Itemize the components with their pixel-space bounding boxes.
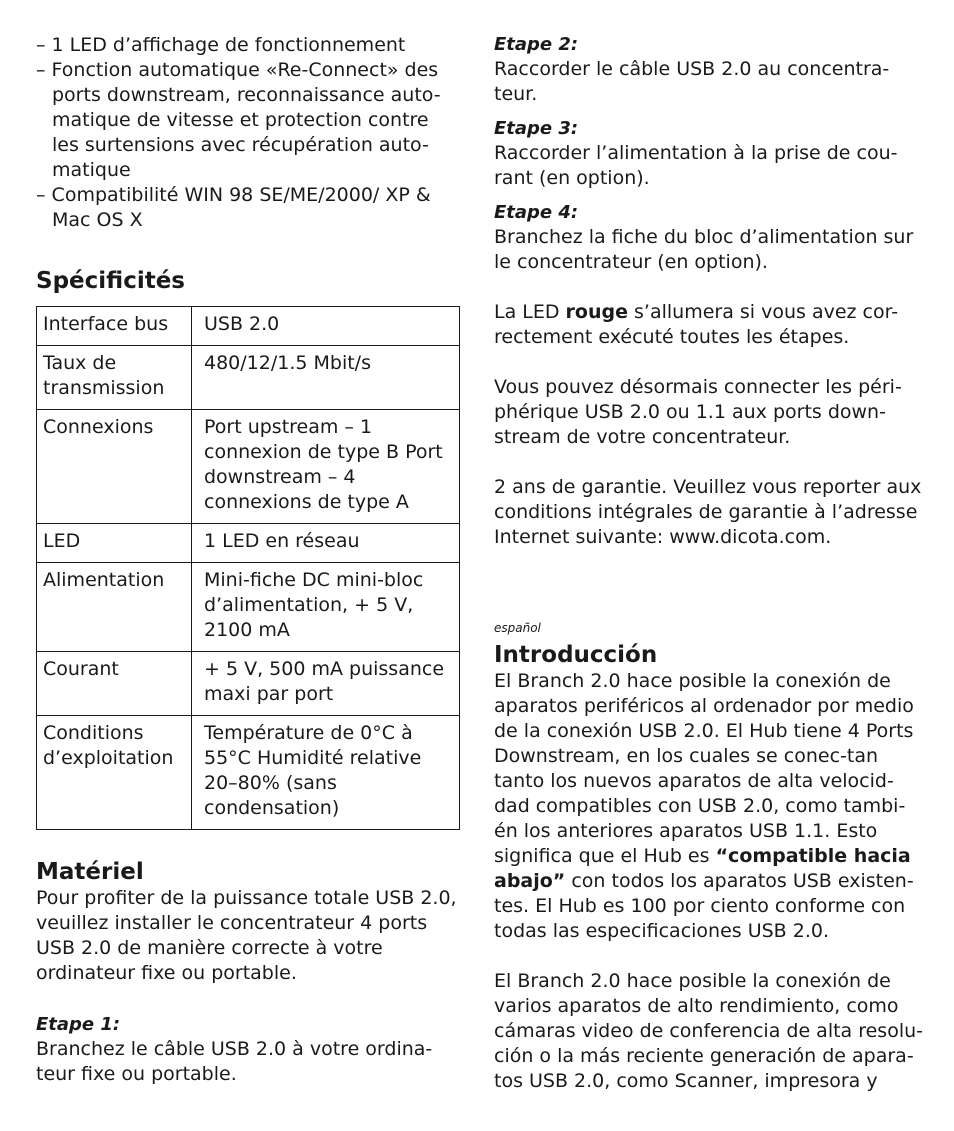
spec-value: 1 LED en réseau bbox=[192, 524, 460, 563]
left-column bbox=[36, 33, 461, 1087]
led-text-before: La LED bbox=[494, 301, 566, 323]
spec-key: Interface bus bbox=[37, 307, 192, 346]
led-text-after: s’allumera si vous avez cor-rectement exécuté toutes les étapes. bbox=[494, 301, 899, 348]
table-row bbox=[37, 524, 460, 563]
spec-key: Taux de transmission bbox=[37, 346, 192, 410]
materiel-text: Pour profiter de la puissance totale USB 2.0, veuillez installer le concentrateur 4 ports USB 2.0 de manière correcte à votre ordinateur fixe ou portable. bbox=[36, 887, 457, 984]
step-2-label: Etape 2: bbox=[494, 34, 579, 55]
spec-key: Courant bbox=[37, 652, 192, 716]
table-row bbox=[37, 307, 460, 346]
spec-key: Conditions d’exploitation bbox=[37, 716, 192, 830]
spec-value: 480/12/1.5 Mbit/s bbox=[192, 346, 460, 410]
spec-value: Mini-fiche DC mini-bloc d’alimentation, + 5 V, 2100 mA bbox=[192, 563, 460, 652]
feature-item: – Fonction automatique «Re-Connect» des ports downstream, reconnaissance auto-matique de vitesse et protection contre les surtensions avec récupération auto-matique bbox=[36, 58, 461, 183]
feature-item: – 1 LED d’affichage de fonctionnement bbox=[36, 33, 461, 58]
feature-item: – Compatibilité WIN 98 SE/ME/2000/ XP & Mac OS X bbox=[36, 183, 461, 233]
table-row bbox=[37, 563, 460, 652]
warranty-paragraph: 2 ans de garantie. Veuillez vous reporter aux conditions intégrales de garantie à l’adresse Internet suivante: www.dicota.com. bbox=[494, 476, 922, 548]
led-color-bold: rouge bbox=[565, 301, 628, 323]
step-4-text: Branchez la fiche du bloc d’alimentation sur le concentrateur (en option). bbox=[494, 226, 914, 273]
step-2-text: Raccorder le câble USB 2.0 au concentra-teur. bbox=[494, 58, 890, 105]
spec-table bbox=[36, 306, 460, 830]
spec-value: + 5 V, 500 mA puissance maxi par port bbox=[192, 652, 460, 716]
spec-value: Port upstream – 1 connexion de type B Port downstream – 4 connexions de type A bbox=[192, 410, 460, 524]
feature-list bbox=[36, 33, 461, 233]
led-paragraph bbox=[494, 300, 924, 350]
spec-value: Température de 0°C à 55°C Humidité relative 20–80% (sans condensation) bbox=[192, 716, 460, 830]
language-label: español bbox=[494, 621, 541, 635]
step-3-text: Raccorder l’alimentation à la prise de cou-rant (en option). bbox=[494, 142, 898, 189]
spec-value: USB 2.0 bbox=[192, 307, 460, 346]
step-4-label: Etape 4: bbox=[494, 202, 579, 223]
spec-key: LED bbox=[37, 524, 192, 563]
intro-text-after: con todos los aparatos USB existen-tes. El Hub es 100 por ciento conforme con todas las especificaciones USB 2.0. bbox=[494, 870, 914, 942]
intro-paragraph-1 bbox=[494, 669, 924, 944]
materiel-heading: Matériel bbox=[36, 859, 144, 885]
spec-key: Alimentation bbox=[37, 563, 192, 652]
intro-bold: “compatible hacia abajo” bbox=[494, 845, 911, 892]
right-column bbox=[494, 33, 924, 1094]
spec-heading: Spécificités bbox=[36, 268, 185, 294]
table-row bbox=[37, 346, 460, 410]
spec-key: Connexions bbox=[37, 410, 192, 524]
intro-text-before: El Branch 2.0 hace posible la conexión de aparatos periféricos al ordenador por medio de la conexión USB 2.0. El Hub tiene 4 Ports Downstream, en los cuales se conec-tan tanto los nuevos aparatos de alta velocid-dad compatibles con USB 2.0, como tambi-én los anteriores aparatos USB 1.1. Esto significa que el Hub es bbox=[494, 670, 914, 867]
intro-paragraph-2: El Branch 2.0 hace posible la conexión de varios aparatos de alto rendimiento, como cámaras video de conferencia de alta resolu-ción o la más reciente generación de apara-tos USB 2.0, como Scanner, impresora y bbox=[494, 970, 924, 1092]
step-1-label: Etape 1: bbox=[36, 1014, 121, 1035]
table-row bbox=[37, 716, 460, 830]
connect-paragraph: Vous pouvez désormais connecter les péri-phérique USB 2.0 ou 1.1 aux ports down-stream de votre concentrateur. bbox=[494, 376, 902, 448]
intro-heading: Introducción bbox=[494, 642, 658, 668]
step-1-text: Branchez le câble USB 2.0 à votre ordina-teur fixe ou portable. bbox=[36, 1038, 433, 1085]
step-3-label: Etape 3: bbox=[494, 118, 579, 139]
table-row bbox=[37, 652, 460, 716]
table-row bbox=[37, 410, 460, 524]
